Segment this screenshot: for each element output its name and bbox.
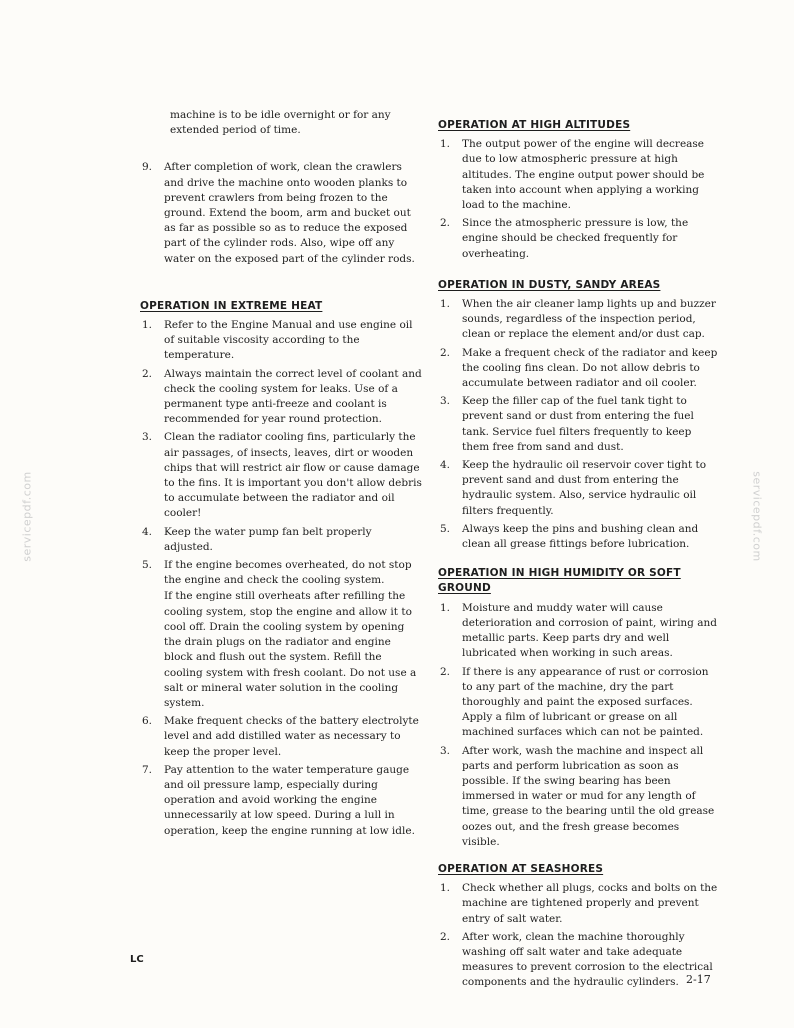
- item-number: 2.: [440, 930, 451, 943]
- section-heading: OPERATION AT HIGH ALTITUDES: [438, 119, 631, 131]
- item-text: After completion of work, clean the crawlers and drive the machine onto wooden planks to prevent crawlers from being frozen to the ground. Extend the boom, arm and bucket out as far as possible so as to reduce the exposed part of the cylinder rods. Also, wipe off any water on the exposed part of the cylinder rods.: [164, 161, 415, 265]
- left-column: [140, 108, 422, 842]
- list-item: [140, 714, 422, 760]
- item-text: Refer to the Engine Manual and use engine oil of suitable viscosity according to the temperature.: [164, 319, 413, 362]
- list-item: [438, 744, 718, 850]
- item-text: Moisture and muddy water will cause deterioration and corrosion of paint, wiring and metallic parts. Keep parts dry and well lubricated when working in such areas.: [462, 601, 717, 660]
- right-column: [438, 118, 718, 994]
- section-heading: OPERATION IN EXTREME HEAT: [140, 299, 323, 312]
- section-high-humidity: [438, 566, 718, 850]
- item-number: 4.: [142, 525, 153, 538]
- item-number: 3.: [440, 744, 451, 757]
- section-heading: OPERATION IN DUSTY, SANDY AREAS: [438, 278, 661, 291]
- item-number: 4.: [440, 459, 451, 472]
- list-item: [140, 318, 422, 364]
- item-number: 1.: [440, 882, 451, 895]
- section-high-altitudes: [438, 118, 718, 262]
- item-number: 5.: [142, 559, 153, 572]
- list-item: [140, 430, 422, 521]
- extreme-heat-list: [140, 318, 422, 839]
- list-item: [438, 601, 718, 662]
- item-number: 7.: [142, 763, 153, 776]
- item-text: Make a frequent check of the radiator and keep the cooling fins clean. Do not allow debris to accumulate between radiator and oil cooler.: [462, 346, 718, 390]
- item-text: If the engine becomes overheated, do not stop the engine and check the cooling system.: [164, 559, 412, 587]
- item-number: 1.: [440, 138, 451, 151]
- list-item: [140, 525, 422, 555]
- item-number: 2.: [142, 367, 153, 380]
- item-text: Since the atmospheric pressure is low, the engine should be checked frequently for overheating.: [462, 217, 689, 260]
- item-text: Keep the water pump fan belt properly adjusted.: [164, 525, 372, 553]
- list-item: [438, 665, 718, 741]
- dusty-sandy-list: [438, 297, 718, 552]
- item-number: 1.: [142, 319, 153, 332]
- list-item: [140, 763, 422, 839]
- item-text: Keep the filler cap of the fuel tank tight to prevent sand or dust from entering the fuel tank. Service fuel filters frequently to keep them free from sand and dust.: [462, 395, 694, 453]
- list-item: [140, 558, 422, 711]
- list-item: [438, 346, 718, 392]
- footer-code: LC: [130, 954, 144, 965]
- item-text: Pay attention to the water temperature gauge and oil pressure lamp, especially during operation and avoid working the engine unnecessarily at low speed. During a lull in operation, keep the engine running at low idle.: [164, 763, 415, 837]
- item-text: Always keep the pins and bushing clean and clean all grease fittings before lubrication.: [462, 522, 699, 551]
- item-9-list: [140, 160, 422, 266]
- item-number: 9.: [142, 161, 153, 174]
- list-item: [140, 160, 422, 266]
- item-number: 2.: [440, 346, 451, 359]
- list-item: [438, 394, 718, 455]
- list-item: [438, 881, 718, 927]
- section-seashores: [438, 862, 718, 991]
- item-text: Clean the radiator cooling fins, particularly the air passages, of insects, leaves, dirt or wooden chips that will restrict air flow or cause damage to the fins. It is important you don't allow debris to accumulate between the radiator and oil cooler!: [164, 431, 422, 520]
- list-item: [140, 367, 422, 428]
- section-dusty-sandy: [438, 278, 718, 552]
- high-altitudes-list: [438, 137, 718, 262]
- item-number: 2.: [440, 217, 451, 230]
- item-text: Make frequent checks of the battery electrolyte level and add distilled water as necessary to keep the proper level.: [164, 715, 419, 758]
- item-number: 5.: [440, 522, 451, 535]
- item-text: Always maintain the correct level of coolant and check the cooling system for leaks. Use of a permanent type anti-freeze and coolant is recommended for year round protection.: [164, 367, 422, 426]
- seashores-list: [438, 881, 718, 990]
- list-item: [438, 216, 718, 262]
- item-number: 3.: [440, 395, 451, 408]
- list-item: [438, 297, 718, 343]
- list-item: [438, 522, 718, 552]
- humidity-list: [438, 601, 718, 850]
- watermark-left: servicepdf.com: [20, 471, 34, 562]
- watermark-right: servicepdf.com: [750, 471, 764, 562]
- item-number: 1.: [440, 601, 451, 614]
- list-item: [438, 137, 718, 213]
- list-item: [438, 458, 718, 519]
- item-text: The output power of the engine will decrease due to low atmospheric pressure at high altitudes. The engine output power should be taken into account when applying a working load to the machine.: [462, 138, 705, 212]
- item-text: After work, wash the machine and inspect all parts and perform lubrication as soon as possible. If the swing bearing has been immersed in water or mud for any length of time, grease to the bearing until the old grease oozes out, and the fresh grease becomes visible.: [462, 744, 715, 848]
- item-number: 3.: [142, 431, 153, 444]
- item-number: 2.: [440, 665, 451, 678]
- continuation-text: machine is to be idle overnight or for any extended period of time.: [170, 109, 391, 137]
- item-text: Check whether all plugs, cocks and bolts on the machine are tightened properly and prevent entry of salt water.: [462, 882, 718, 925]
- section-heading: OPERATION IN HIGH HUMIDITY OR SOFT GROUND: [438, 567, 681, 595]
- section-heading: OPERATION AT SEASHORES: [438, 862, 604, 875]
- item-text: Keep the hydraulic oil reservoir cover tight to prevent sand and dust from entering the hydraulic system. Also, service hydraulic oil filters frequently.: [462, 459, 707, 517]
- section-extreme-heat: [140, 299, 422, 839]
- item-text: When the air cleaner lamp lights up and buzzer sounds, regardless of the inspection period, clean or replace the element and/or dust cap.: [462, 298, 716, 341]
- item-number: 6.: [142, 715, 153, 728]
- item-subtext: If the engine still overheats after refilling the cooling system, stop the engine and allow it to cool off. Drain the cooling system by opening the drain plugs on the radiator and engine block and flush out the system. Refill the cooling system with fresh coolant. Do not use a salt or mineral water solution in the cooling system.: [164, 590, 417, 709]
- item-number: 1.: [440, 298, 451, 311]
- item-text: If there is any appearance of rust or corrosion to any part of the machine, dry the part thoroughly and paint the exposed surfaces. Apply a film of lubricant or grease on all machined surfaces which can not be painted.: [462, 665, 709, 739]
- item-text: After work, clean the machine thoroughly washing off salt water and take adequate measures to prevent corrosion to the electrical components and the hydraulic cylinders.: [462, 930, 713, 989]
- page-number: 2-17: [686, 973, 711, 986]
- list-item: [438, 930, 718, 991]
